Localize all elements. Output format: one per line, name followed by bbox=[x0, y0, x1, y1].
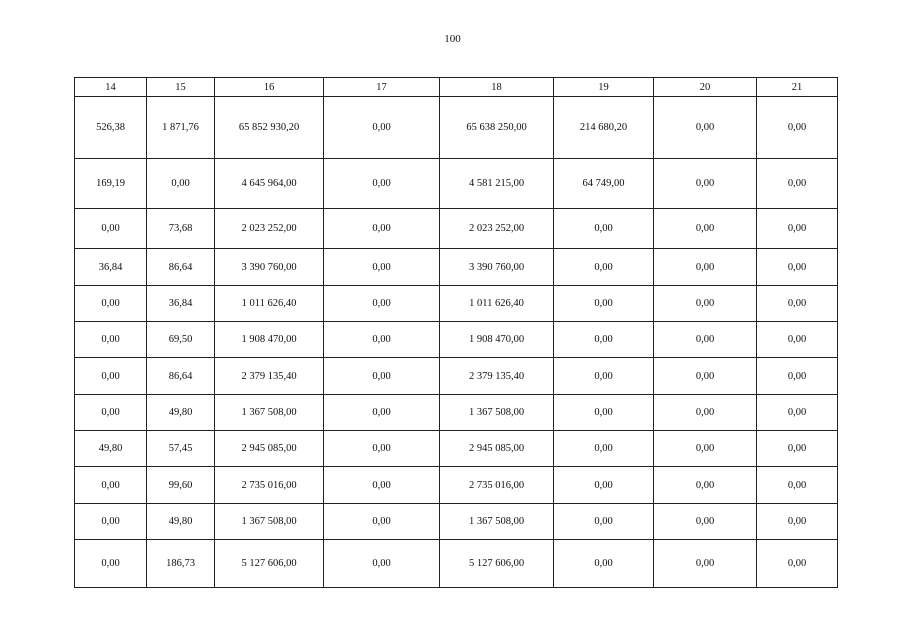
table-cell: 0,00 bbox=[654, 286, 757, 322]
table-cell: 99,60 bbox=[147, 467, 215, 504]
table-cell: 36,84 bbox=[75, 249, 147, 286]
table-cell: 0,00 bbox=[75, 322, 147, 358]
table-cell: 1 367 508,00 bbox=[215, 395, 324, 431]
table-cell: 0,00 bbox=[554, 322, 654, 358]
table-cell: 0,00 bbox=[554, 540, 654, 588]
table-row bbox=[75, 467, 838, 504]
table-cell: 64 749,00 bbox=[554, 159, 654, 209]
table-cell: 2 379 135,40 bbox=[215, 358, 324, 395]
table-cell: 0,00 bbox=[654, 209, 757, 249]
table-cell: 0,00 bbox=[324, 249, 440, 286]
table-cell: 49,80 bbox=[75, 431, 147, 467]
table-cell: 1 011 626,40 bbox=[440, 286, 554, 322]
table-row bbox=[75, 395, 838, 431]
table-cell: 0,00 bbox=[554, 249, 654, 286]
table-cell: 0,00 bbox=[554, 504, 654, 540]
table-cell: 0,00 bbox=[757, 249, 838, 286]
table-cell: 0,00 bbox=[324, 322, 440, 358]
data-table bbox=[74, 77, 838, 588]
table-cell: 0,00 bbox=[654, 431, 757, 467]
table-cell: 0,00 bbox=[75, 358, 147, 395]
table-row bbox=[75, 249, 838, 286]
table-cell: 0,00 bbox=[554, 467, 654, 504]
column-header: 14 bbox=[75, 78, 147, 97]
table-cell: 0,00 bbox=[75, 504, 147, 540]
table-cell: 65 852 930,20 bbox=[215, 97, 324, 159]
table-cell: 1 367 508,00 bbox=[440, 395, 554, 431]
table-cell: 5 127 606,00 bbox=[440, 540, 554, 588]
table-header-row bbox=[75, 78, 838, 97]
table-cell: 3 390 760,00 bbox=[215, 249, 324, 286]
table-cell: 1 011 626,40 bbox=[215, 286, 324, 322]
table-cell: 0,00 bbox=[757, 395, 838, 431]
table-cell: 0,00 bbox=[75, 467, 147, 504]
table-cell: 0,00 bbox=[654, 358, 757, 395]
column-header: 19 bbox=[554, 78, 654, 97]
table-cell: 36,84 bbox=[147, 286, 215, 322]
table-row bbox=[75, 286, 838, 322]
table-cell: 1 908 470,00 bbox=[215, 322, 324, 358]
table-row bbox=[75, 209, 838, 249]
table-cell: 0,00 bbox=[757, 97, 838, 159]
table-cell: 0,00 bbox=[75, 209, 147, 249]
table-cell: 0,00 bbox=[757, 504, 838, 540]
table-cell: 2 945 085,00 bbox=[440, 431, 554, 467]
table-cell: 0,00 bbox=[757, 358, 838, 395]
table-cell: 169,19 bbox=[75, 159, 147, 209]
table-cell: 69,50 bbox=[147, 322, 215, 358]
table-cell: 0,00 bbox=[757, 467, 838, 504]
table-cell: 0,00 bbox=[654, 322, 757, 358]
table-cell: 0,00 bbox=[554, 286, 654, 322]
table-cell: 0,00 bbox=[757, 431, 838, 467]
table-cell: 73,68 bbox=[147, 209, 215, 249]
table-cell: 0,00 bbox=[324, 358, 440, 395]
table-cell: 57,45 bbox=[147, 431, 215, 467]
table-cell: 4 581 215,00 bbox=[440, 159, 554, 209]
table-cell: 2 023 252,00 bbox=[215, 209, 324, 249]
table-cell: 0,00 bbox=[654, 97, 757, 159]
table-cell: 0,00 bbox=[757, 540, 838, 588]
table-row bbox=[75, 540, 838, 588]
column-header: 15 bbox=[147, 78, 215, 97]
table-cell: 0,00 bbox=[324, 395, 440, 431]
table-row bbox=[75, 431, 838, 467]
table-cell: 0,00 bbox=[554, 395, 654, 431]
table-row bbox=[75, 322, 838, 358]
table-cell: 0,00 bbox=[757, 159, 838, 209]
table-cell: 49,80 bbox=[147, 504, 215, 540]
table-cell: 186,73 bbox=[147, 540, 215, 588]
table-cell: 0,00 bbox=[654, 159, 757, 209]
table-cell: 2 735 016,00 bbox=[440, 467, 554, 504]
table-row bbox=[75, 504, 838, 540]
column-header: 16 bbox=[215, 78, 324, 97]
table-cell: 0,00 bbox=[75, 395, 147, 431]
table-cell: 0,00 bbox=[75, 286, 147, 322]
table-cell: 0,00 bbox=[75, 540, 147, 588]
table-cell: 2 379 135,40 bbox=[440, 358, 554, 395]
table-cell: 2 945 085,00 bbox=[215, 431, 324, 467]
table-cell: 5 127 606,00 bbox=[215, 540, 324, 588]
table-cell: 0,00 bbox=[324, 159, 440, 209]
table-cell: 65 638 250,00 bbox=[440, 97, 554, 159]
column-header: 20 bbox=[654, 78, 757, 97]
table-cell: 526,38 bbox=[75, 97, 147, 159]
table-cell: 0,00 bbox=[324, 467, 440, 504]
table-cell: 1 871,76 bbox=[147, 97, 215, 159]
page-number: 100 bbox=[444, 33, 461, 45]
table-row bbox=[75, 159, 838, 209]
table-cell: 0,00 bbox=[554, 431, 654, 467]
table-cell: 0,00 bbox=[654, 467, 757, 504]
table-cell: 0,00 bbox=[324, 209, 440, 249]
table-cell: 4 645 964,00 bbox=[215, 159, 324, 209]
table-cell: 0,00 bbox=[654, 249, 757, 286]
table-row bbox=[75, 358, 838, 395]
table-cell: 0,00 bbox=[554, 209, 654, 249]
table-cell: 0,00 bbox=[654, 504, 757, 540]
table-cell: 3 390 760,00 bbox=[440, 249, 554, 286]
table-cell: 1 367 508,00 bbox=[440, 504, 554, 540]
table-cell: 86,64 bbox=[147, 358, 215, 395]
table-cell: 0,00 bbox=[324, 504, 440, 540]
table-cell: 0,00 bbox=[654, 395, 757, 431]
column-header: 18 bbox=[440, 78, 554, 97]
table-cell: 1 908 470,00 bbox=[440, 322, 554, 358]
table-cell: 1 367 508,00 bbox=[215, 504, 324, 540]
table-cell: 2 023 252,00 bbox=[440, 209, 554, 249]
table-cell: 0,00 bbox=[324, 431, 440, 467]
table-cell: 0,00 bbox=[654, 540, 757, 588]
table-cell: 0,00 bbox=[147, 159, 215, 209]
table-cell: 2 735 016,00 bbox=[215, 467, 324, 504]
table-cell: 86,64 bbox=[147, 249, 215, 286]
column-header: 21 bbox=[757, 78, 838, 97]
table-row bbox=[75, 97, 838, 159]
table-cell: 214 680,20 bbox=[554, 97, 654, 159]
table-cell: 0,00 bbox=[757, 322, 838, 358]
table-cell: 0,00 bbox=[324, 97, 440, 159]
table-cell: 49,80 bbox=[147, 395, 215, 431]
table-cell: 0,00 bbox=[324, 286, 440, 322]
table-cell: 0,00 bbox=[324, 540, 440, 588]
table-cell: 0,00 bbox=[757, 286, 838, 322]
column-header: 17 bbox=[324, 78, 440, 97]
table-cell: 0,00 bbox=[554, 358, 654, 395]
table-cell: 0,00 bbox=[757, 209, 838, 249]
